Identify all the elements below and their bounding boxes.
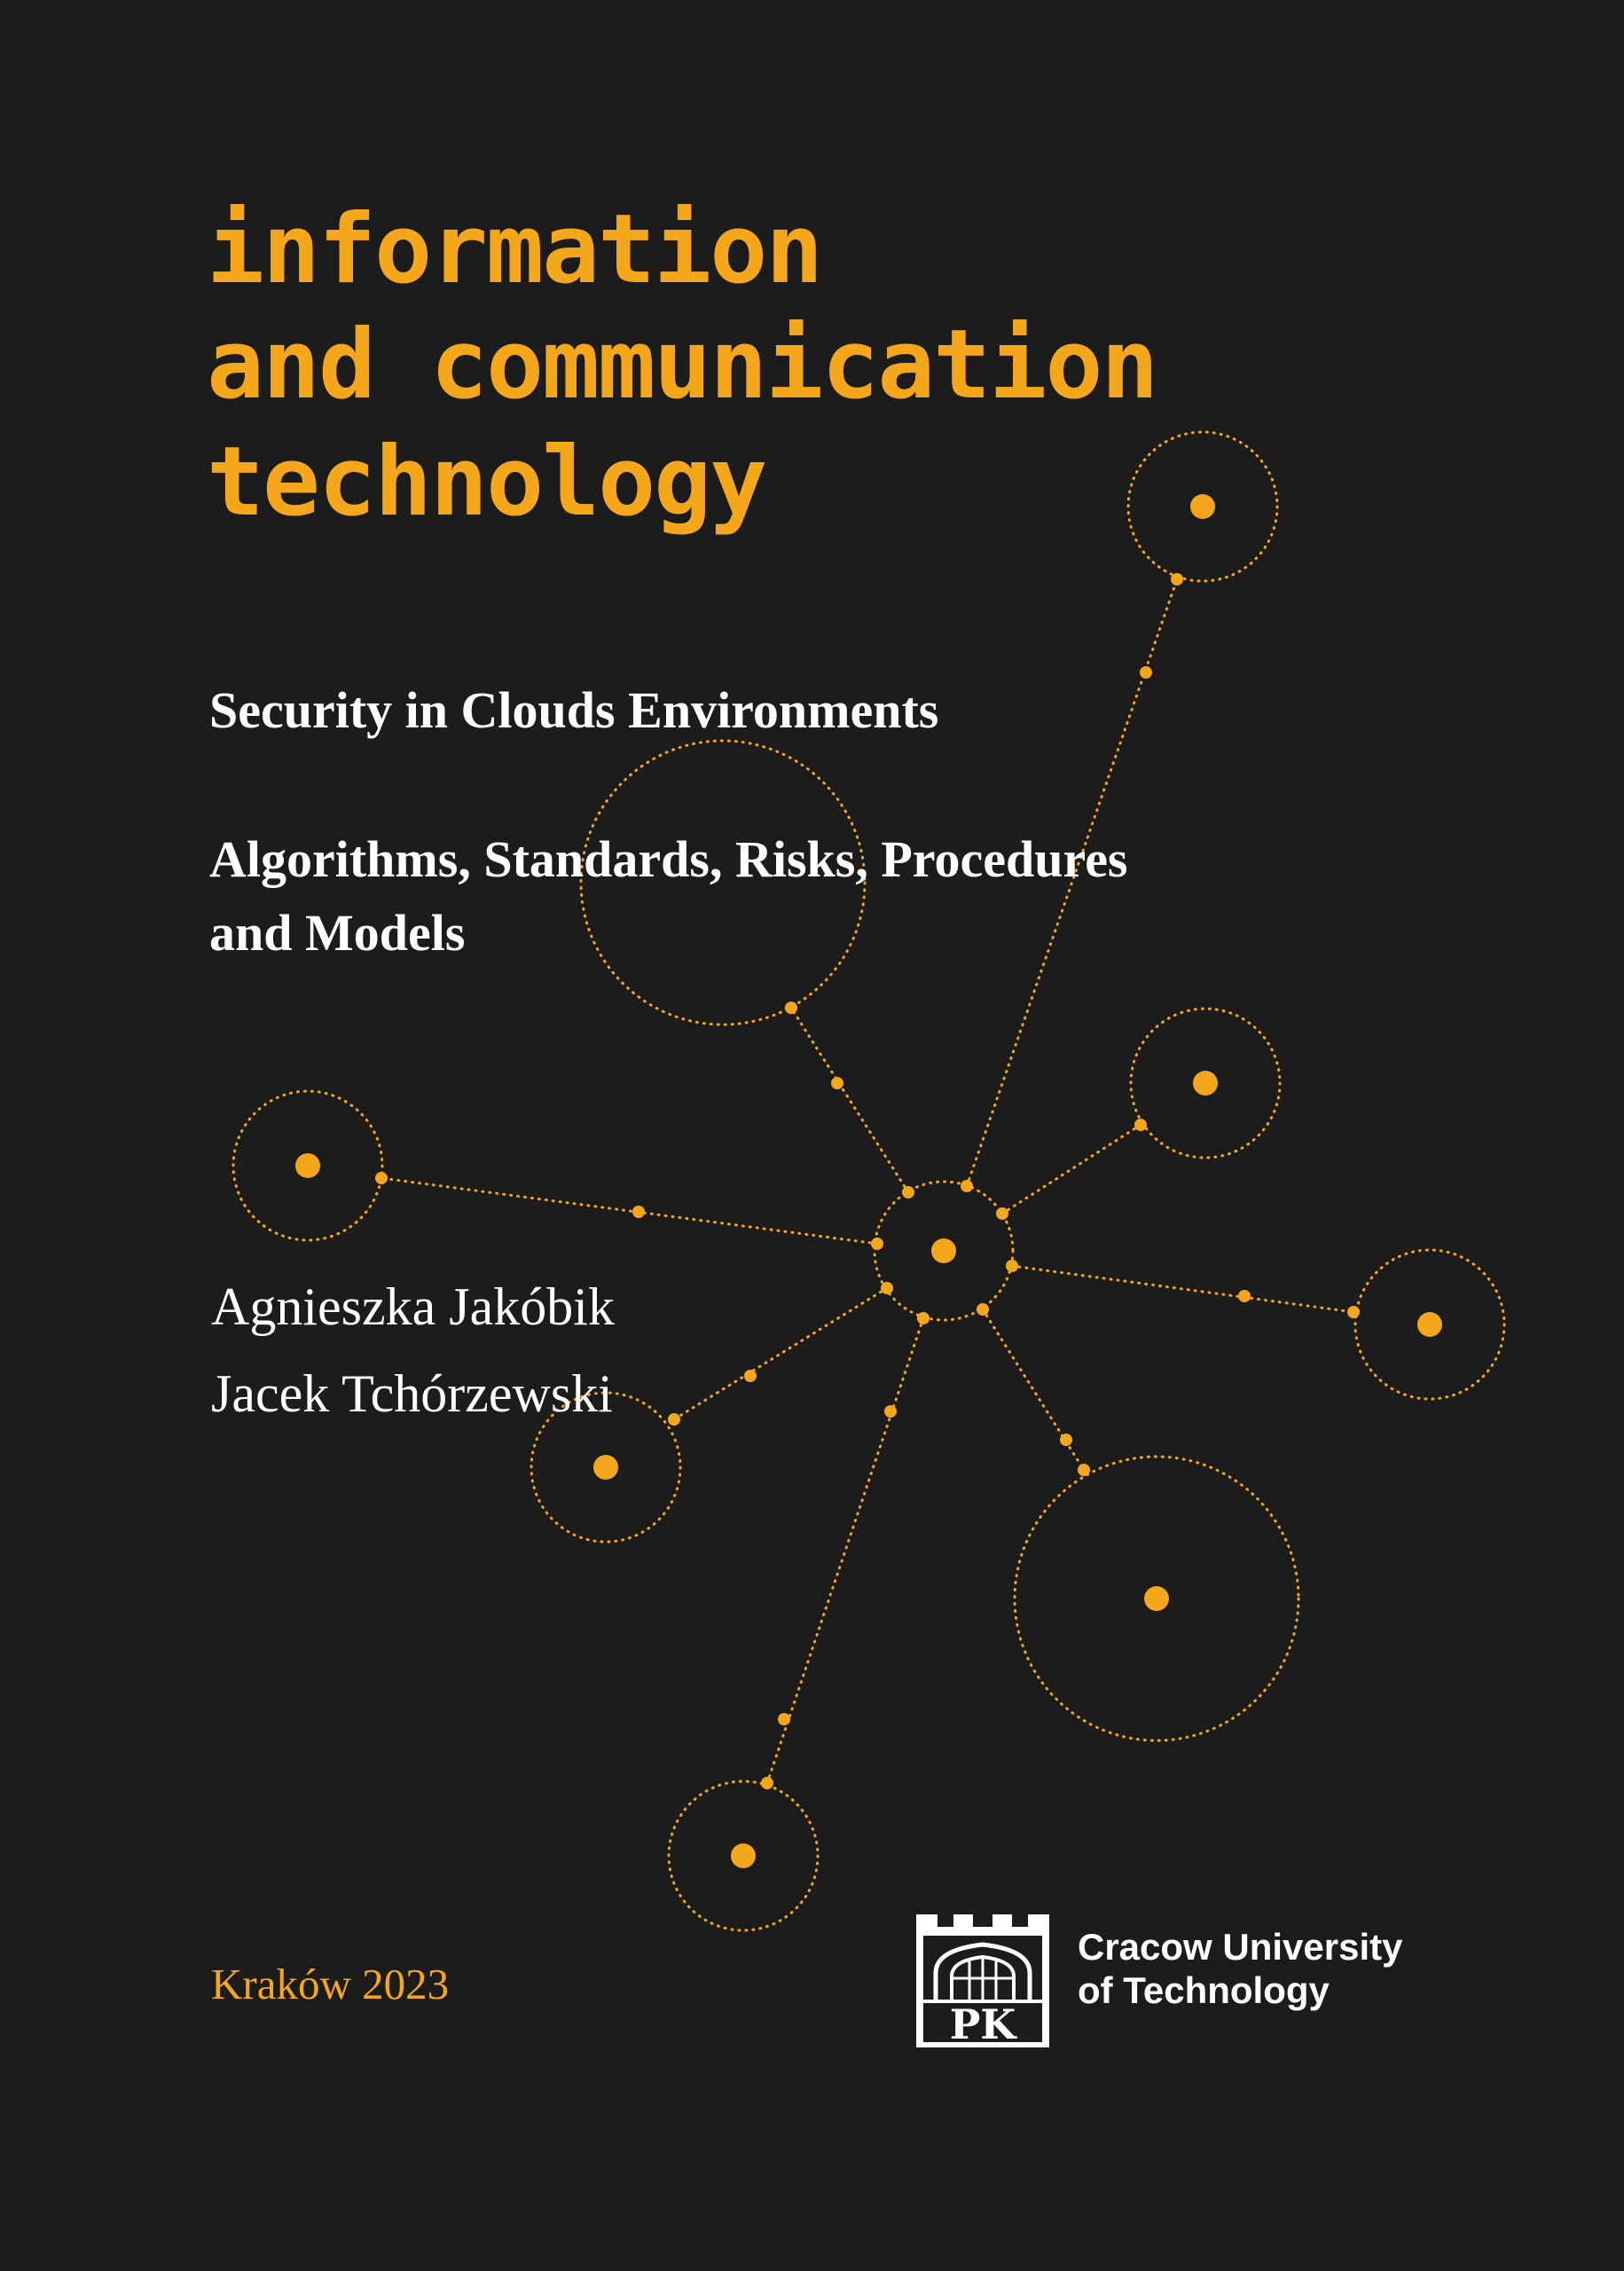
hub-anchor-1 (961, 1180, 973, 1192)
connector-line-6 (674, 1288, 887, 1419)
imprint: Kraków 2023 (211, 1960, 450, 2008)
svg-text:PK: PK (949, 2000, 1016, 2047)
hub-anchor-3 (996, 1207, 1008, 1220)
connector-dot-1-1 (1140, 666, 1152, 679)
connector-dot-6-1 (744, 1370, 757, 1382)
node-dot-5 (1417, 1312, 1442, 1337)
node-anchor-3 (1134, 1119, 1147, 1131)
subtitle-line-1: Algorithms, Standards, Risks, Procedures (209, 830, 1128, 888)
node-anchor-4 (375, 1172, 388, 1184)
connector-dot-8-2 (778, 1713, 790, 1725)
hub-anchor-2 (902, 1186, 914, 1198)
book-title-line-1: information (207, 194, 822, 305)
connector-line-8 (767, 1318, 923, 1783)
node-anchor-8 (761, 1777, 773, 1789)
node-dot-4 (295, 1153, 320, 1178)
hub-anchor-4 (871, 1238, 883, 1250)
hub-anchor-7 (977, 1303, 989, 1316)
node-dot-1 (1190, 494, 1215, 519)
node-dot-8 (731, 1843, 756, 1868)
connector-line-4 (381, 1178, 877, 1244)
node-dot-7 (1144, 1586, 1169, 1611)
book-title-line-3: technology (207, 427, 766, 538)
connector-dot-5-1 (1238, 1290, 1251, 1302)
author-1: Agnieszka Jakóbik (211, 1277, 615, 1336)
subtitle-line-2: and Models (209, 904, 466, 962)
hub-anchor-8 (917, 1312, 930, 1324)
node-anchor-2 (785, 1002, 797, 1014)
node-anchor-6 (668, 1413, 680, 1426)
node-dot-3 (1193, 1071, 1218, 1096)
connector-dot-8-1 (884, 1405, 897, 1418)
author-2: Jacek Tchórzewski (211, 1364, 613, 1423)
publisher-name-line-1: Cracow University (1078, 1926, 1403, 1968)
connector-dot-4-1 (632, 1206, 645, 1218)
university-logo (916, 1914, 1049, 2047)
hub-dot (931, 1238, 956, 1263)
node-dot-6 (593, 1455, 618, 1480)
connector-line-5 (1012, 1266, 1353, 1312)
hub-anchor-6 (881, 1282, 893, 1294)
book-title-line-2: and communication (207, 310, 1157, 420)
hub-anchor-5 (1006, 1260, 1018, 1272)
connector-dot-7-1 (1060, 1434, 1072, 1446)
connector-line-7 (983, 1309, 1084, 1470)
node-anchor-1 (1171, 573, 1183, 585)
node-anchor-7 (1078, 1464, 1090, 1476)
connector-line-2 (791, 1008, 908, 1192)
connector-line-3 (1002, 1125, 1141, 1214)
series-title: Security in Clouds Environments (209, 681, 939, 739)
publisher-name-line-2: of Technology (1078, 1969, 1330, 2011)
connector-dot-2-1 (831, 1077, 843, 1089)
node-anchor-5 (1347, 1306, 1360, 1318)
